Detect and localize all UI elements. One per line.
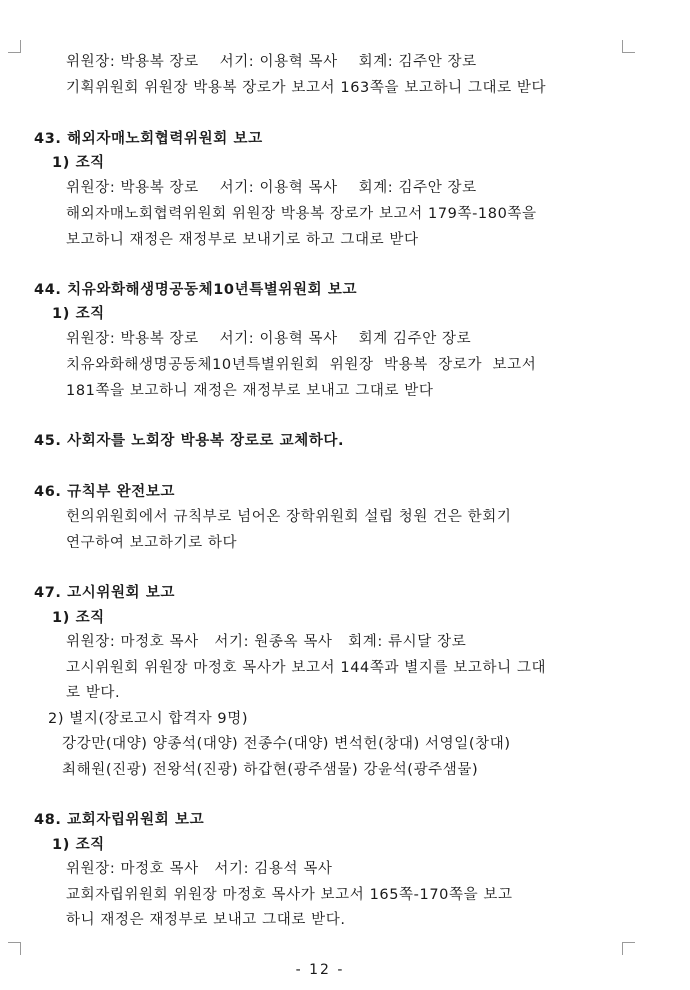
body-text: 181쪽을 보고하니 재정은 재정부로 보내고 그대로 받다 xyxy=(66,383,434,399)
page-number: - 12 - xyxy=(295,962,345,978)
body-text: 보고하니 재정은 재정부로 보내기로 하고 그대로 받다 xyxy=(66,232,419,248)
body-text: 하니 재정은 재정부로 보내고 그대로 받다. xyxy=(66,912,346,928)
crop-mark-bottom-left xyxy=(8,942,21,955)
section-heading-44: 44. 치유와화해생명공동체10년특별위원회 보고 xyxy=(34,282,358,298)
officers-line: 위원장: 박용복 장로 서기: 이용혁 목사 회계 김주안 장로 xyxy=(66,331,472,347)
officers-line: 위원장: 마정호 목사 서기: 김용석 목사 xyxy=(66,861,333,877)
body-text: 기획위원회 위원장 박용복 장로가 보고서 163쪽을 보고하니 그대로 받다 xyxy=(66,80,547,96)
crop-mark-top-right xyxy=(622,40,635,53)
body-text: 해외자매노회협력위원회 위원장 박용복 장로가 보고서 179쪽-180쪽을 xyxy=(66,206,537,222)
body-text: 로 받다. xyxy=(66,685,121,701)
body-text: 교회자립위원회 위원장 마정호 목사가 보고서 165쪽-170쪽을 보고 xyxy=(66,887,513,903)
subsection-heading: 1) 조직 xyxy=(52,610,105,626)
section-heading-43: 43. 해외자매노회협력위원회 보고 xyxy=(34,131,263,147)
section-heading-45: 45. 사회자를 노회장 박용복 장로로 교체하다. xyxy=(34,433,345,449)
subsection-heading: 1) 조직 xyxy=(52,306,105,322)
body-text: 연구하여 보고하기로 하다 xyxy=(66,535,238,551)
names-list: 최해원(진광) 전왕석(진광) 하갑현(광주샘물) 강윤석(광주샘물) xyxy=(62,762,479,778)
body-text: 헌의위원회에서 규칙부로 넘어온 장학위원회 설립 청원 건은 한회기 xyxy=(66,509,512,525)
crop-mark-top-left xyxy=(8,40,21,53)
officers-line: 위원장: 박용복 장로 서기: 이용혁 목사 회계: 김주안 장로 xyxy=(66,180,477,196)
subsection-heading: 2) 별지(장로고시 합격자 9명) xyxy=(48,711,249,727)
names-list: 강강만(대양) 양종석(대양) 전종수(대양) 변석헌(창대) 서영일(창대) xyxy=(62,736,511,752)
section-heading-47: 47. 고시위원회 보고 xyxy=(34,585,176,601)
body-text: 치유와화해생명공동체10년특별위원회 위원장 박용복 장로가 보고서 xyxy=(66,357,537,373)
subsection-heading: 1) 조직 xyxy=(52,837,105,853)
body-text: 고시위원회 위원장 마정호 목사가 보고서 144쪽과 별지를 보고하니 그대 xyxy=(66,660,547,676)
officers-line: 위원장: 마정호 목사 서기: 원종옥 목사 회계: 류시달 장로 xyxy=(66,634,467,650)
section-heading-46: 46. 규칙부 완전보고 xyxy=(34,484,176,500)
subsection-heading: 1) 조직 xyxy=(52,155,105,171)
section-heading-48: 48. 교회자립위원회 보고 xyxy=(34,812,205,828)
crop-mark-bottom-right xyxy=(622,942,635,955)
officers-line: 위원장: 박용복 장로 서기: 이용혁 목사 회계: 김주안 장로 xyxy=(66,54,477,70)
